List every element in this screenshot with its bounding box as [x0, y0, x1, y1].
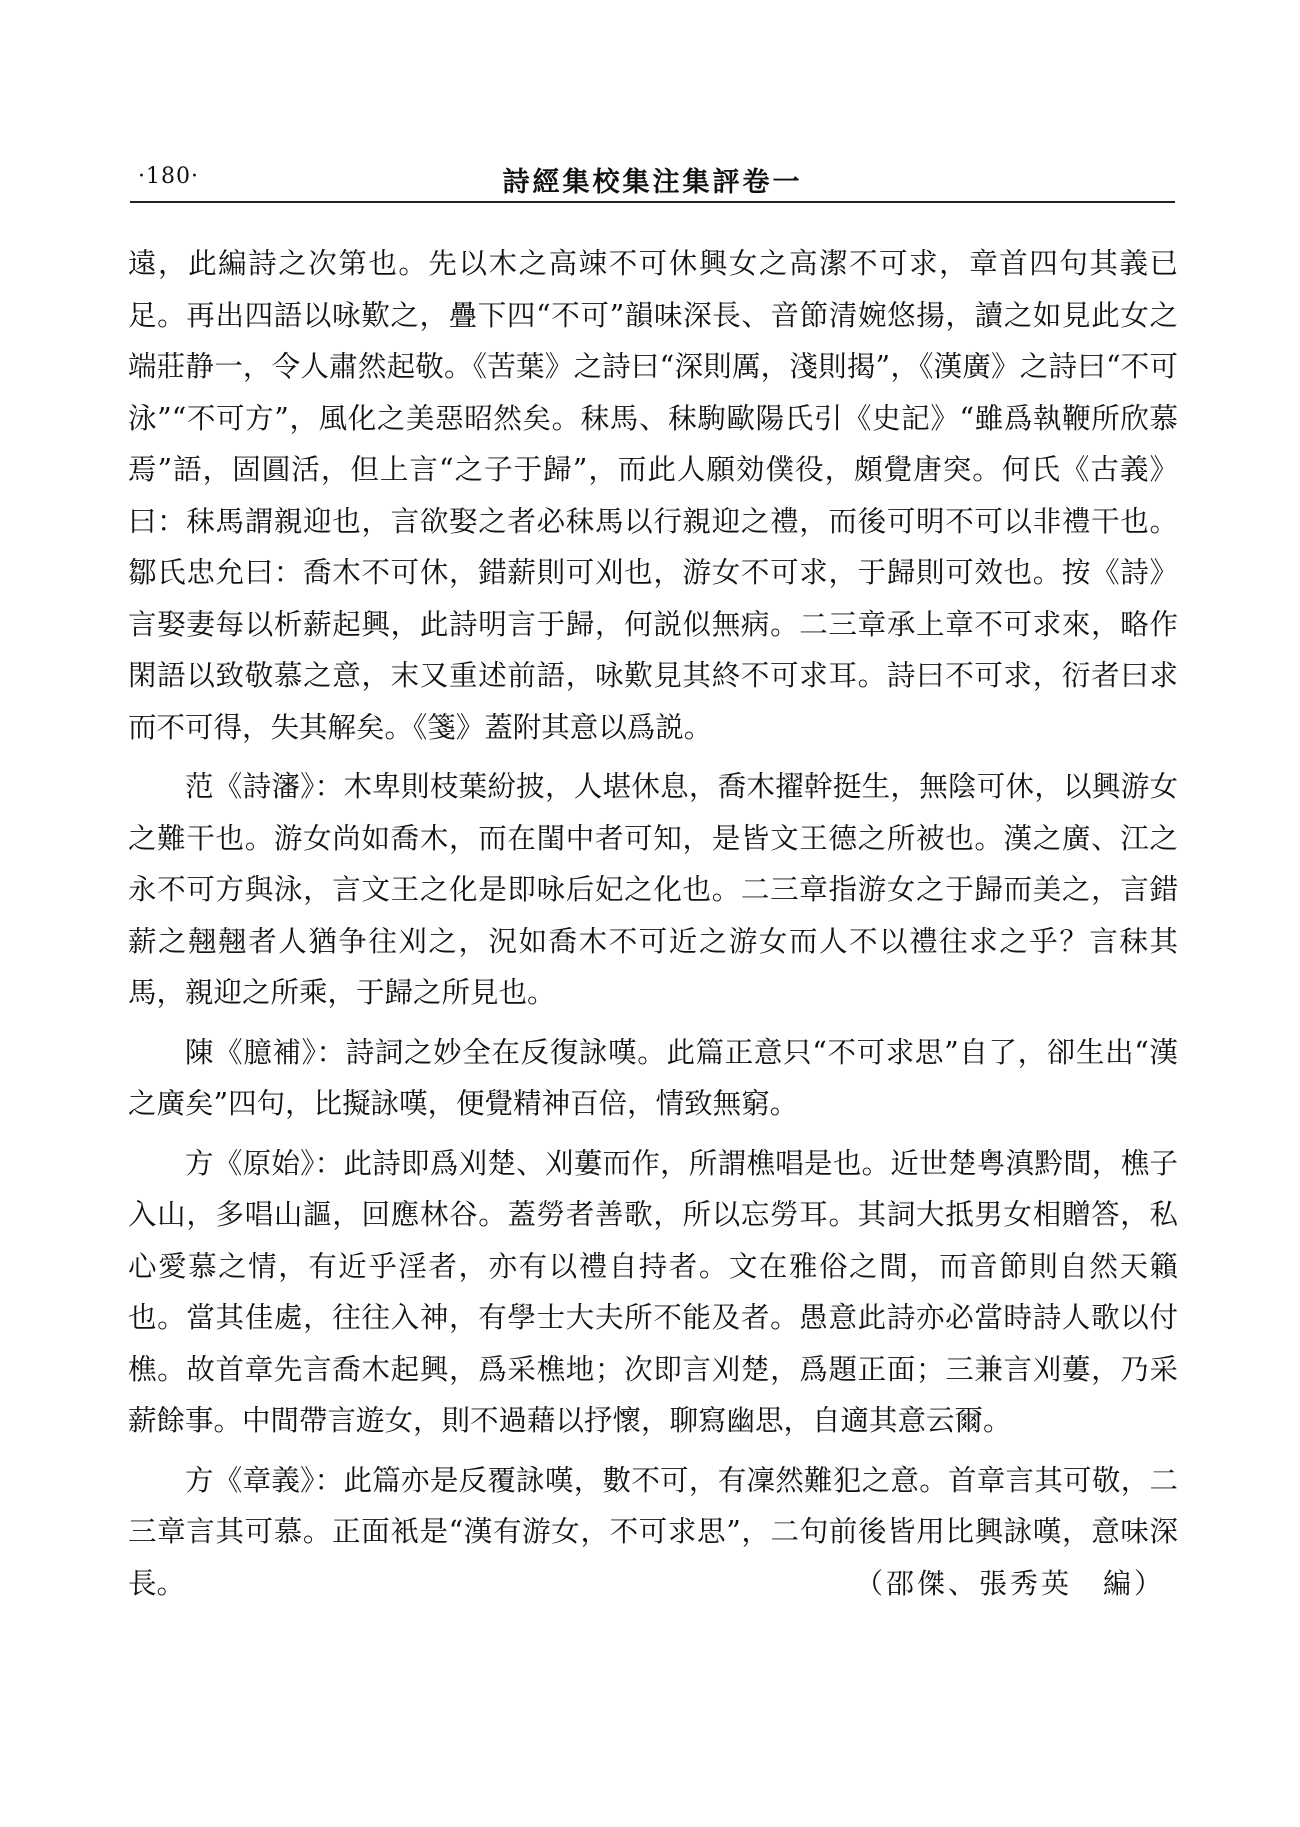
paragraph-fang-zhangyi: 方《章義》：此篇亦是反覆詠嘆，數不可，有凜然難犯之意。首章言其可敬，二三章言其可慕。正面衹是“漢有游女，不可求思”，二句前後皆用比興詠嘆，意味深長。 [128, 1463, 1178, 1600]
paragraph-continued: 遠，此編詩之次第也。先以木之高竦不可休興女之高潔不可求，章首四句其義已足。再出四語以咏歎之，疊下四“不可”韻味深長、音節清婉悠揚，讀之如見此女之端莊静一，令人肅然起敬。《苦葉》之詩曰“深則厲，淺則揭”，《漢廣》之詩曰“不可泳”“不可方”，風化之美惡昭然矣。秣馬、秣駒歐陽氏引《史記》“雖爲執鞭所欣慕焉”語，固圓活，但上言“之子于歸”，而此人願効僕役，頗覺唐突。何氏《古義》曰：秣馬謂親迎也，言欲娶之者必秣馬以行親迎之禮，而後可明不可以非禮干也。鄒氏忠允曰：喬木不可休，錯薪則可刈也，游女不可求，于歸則可效也。按《詩》言娶妻每以析薪起興，此詩明言于歸，何説似無病。二三章承上章不可求來，略作閑語以致敬慕之意，末又重述前語，咏歎見其終不可求耳。詩曰不可求，衍者曰求而不可得，失其解矣。《箋》蓋附其意以爲説。 [128, 247, 1178, 744]
running-header [130, 160, 1175, 196]
paragraph-chen-yibu: 陳《臆補》：詩詞之妙全在反復詠嘆。此篇正意只“不可求思”自了，卻生出“漢之廣矣”四句，比擬詠嘆，便覺精神百倍，情致無窮。 [128, 1035, 1178, 1120]
paragraph-fan-shishen: 范《詩瀋》：木卑則枝葉紛披，人堪休息，喬木擢幹挺生，無陰可休，以興游女之難干也。游女尚如喬木，而在閨中者可知，是皆文王德之所被也。漢之廣、江之永不可方與泳，言文王之化是即咏后妃之化也。二三章指游女之于歸而美之，言錯薪之翹翹者人猶争往刈之，況如喬木不可近之游女而人不以禮往求之乎？言秣其馬，親迎之所乘，于歸之所見也。 [128, 770, 1178, 1009]
header-rule [130, 201, 1175, 203]
page-number: ·180· [138, 164, 199, 189]
running-title: 詩經集校集注集評卷一 [502, 167, 803, 198]
paragraph-fang-yuanshi: 方《原始》：此詩即爲刈楚、刈蔞而作，所謂樵唱是也。近世楚粤滇黔間，樵子入山，多唱山謳，回應林谷。蓋勞者善歌，所以忘勞耳。其詞大抵男女相贈答，私心愛慕之情，有近乎淫者，亦有以禮自持者。文在雅俗之間，而音節則自然天籟也。當其佳處，往往入神，有學士大夫所不能及者。愚意此詩亦必當時詩人歌以付樵。故首章先言喬木起興，爲采樵地；次即言刈楚，爲題正面；三兼言刈蔞，乃采薪餘事。中間帶言遊女，則不過藉以抒懷，聊寫幽思，自適其意云爾。 [128, 1146, 1178, 1437]
editor-signature: （邵傑、張秀英 編） [855, 1567, 1166, 1600]
body-text [128, 238, 1178, 1609]
